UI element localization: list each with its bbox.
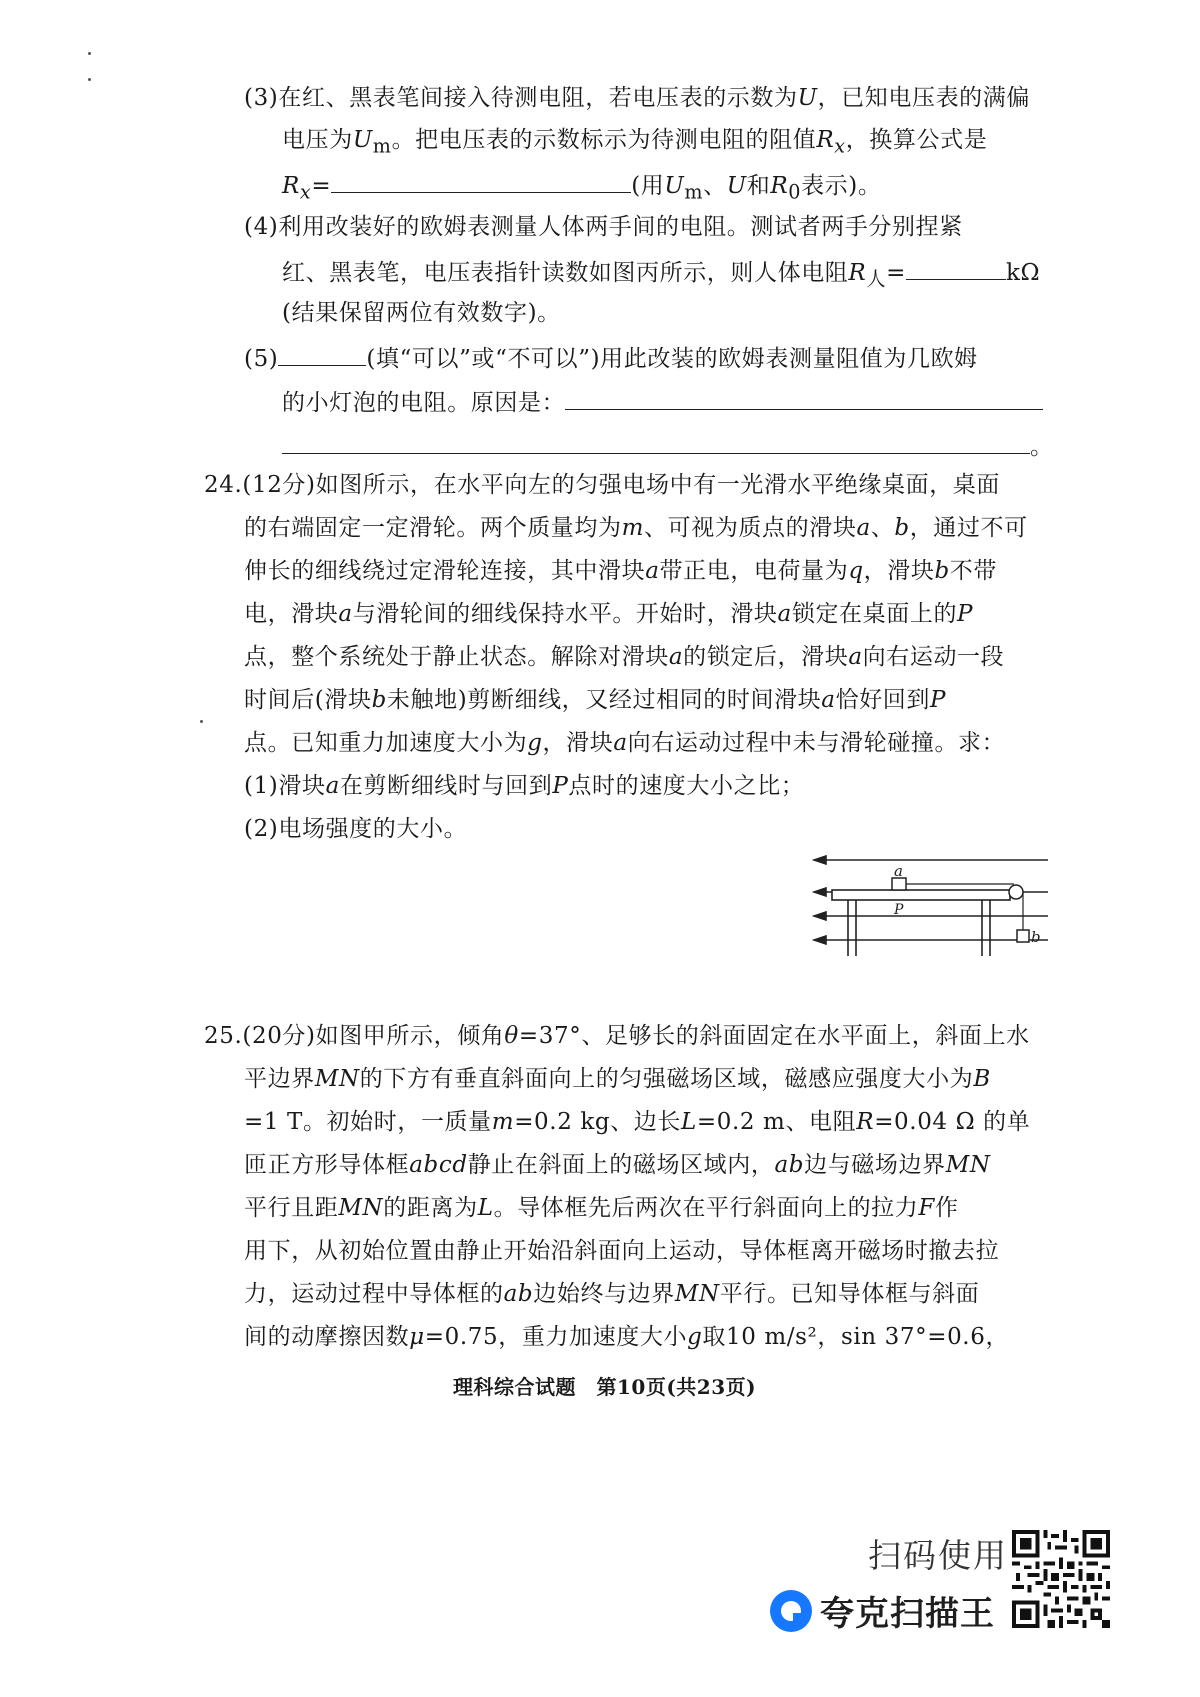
q24-line3: 伸长的细线绕过定滑轮连接，其中滑块a带正电，电荷量为q，滑块b不带 [244,558,997,584]
q23-part5-line3: 。 [282,433,1054,459]
q24-subquestion-2: (2)电场强度的大小。 [244,816,468,842]
q25-line5: 平行且距MN的距离为L。导体框先后两次在平行斜面向上的拉力F作 [244,1195,959,1221]
q23-part3-line1: (3)在红、黑表笔间接入待测电阻，若电压表的示数为U，已知电压表的满偏 [244,85,1030,111]
q23-part5-line2: 的小灯泡的电阻。原因是： [282,389,1043,415]
answer-blank-reason-1[interactable] [565,389,1043,410]
q23-part3-line3: $R_x=$ (用$U_m$、U和$R_0$表示)。 [282,173,882,204]
q23-part5-line1: (5) (填“可以”或“不可以”)用此改装的欧姆表测量阻值为几欧姆 [244,346,978,372]
q25-line2: 平边界MN的下方有垂直斜面向上的匀强磁场区域，磁感应强度大小为B [244,1066,991,1092]
q24-subquestion-1: (1)滑块a在剪断细线时与回到P点时的速度大小之比； [244,773,805,799]
q25-line8: 间的动摩擦因数μ=0.75，重力加速度大小g取10 m/s²，sin 37°=0.6， [244,1324,1010,1350]
q23-part4-line3: (结果保留两位有效数字)。 [282,300,561,326]
q23-part3-line2: 电压为$U_m$。把电压表的示数标示为待测电阻的阻值$R_x$，换算公式是 [282,127,988,158]
q25-line6: 用下，从初始位置由静止开始沿斜面向上运动，导体框离开磁场时撤去拉 [244,1238,1000,1264]
brand-block[interactable] [768,1586,995,1635]
q24-line2: 的右端固定一定滑轮。两个质量均为m、可视为质点的滑块a、b，通过不可 [244,515,1028,541]
slider-b [1017,930,1029,942]
q25-line4: 匝正方形导体框abcd静止在斜面上的磁场区域内，ab边与磁场边界MN [244,1152,991,1178]
pulley [1009,885,1023,899]
q25-line3: =1 T。初始时，一质量m=0.2 kg、边长L=0.2 m、电阻R=0.04 Ω 的单 [244,1109,1031,1135]
qr-code-icon[interactable] [1012,1530,1110,1628]
brand-name: 夸克扫描王 [820,1594,995,1634]
page-footer: 理科综合试题 第10页(共23页) [453,1375,757,1399]
answer-blank-can-or-cannot[interactable] [278,345,366,366]
margin-mark [88,52,91,55]
figure-label-a: a [894,862,903,880]
q24-line7: 点。已知重力加速度大小为g，滑块a向右运动过程中未与滑轮碰撞。求： [244,730,1006,756]
q24-line4: 电，滑块a与滑轮间的细线保持水平。开始时，滑块a锁定在桌面上的P [244,601,974,627]
figure-label-P: P [894,902,904,918]
q24-line6: 时间后(滑块b未触地)剪断细线，又经过相同的时间滑块a恰好回到P [244,687,947,713]
insulating-table [832,890,1010,956]
q25-line1: 25.(20分)如图甲所示，倾角θ=37°、足够长的斜面固定在水平面上，斜面上水 [204,1023,1030,1049]
answer-blank-reason-2[interactable] [282,433,1030,454]
scan-prompt: 扫码使用 [868,1536,1008,1575]
margin-mark [200,720,203,723]
q24-line5: 点，整个系统处于静止状态。解除对滑块a的锁定后，滑块a向右运动一段 [244,644,1005,670]
q24-figure-field-table-pulley [812,850,1052,960]
answer-blank-rx[interactable] [331,172,631,193]
q24-line1: 24.(12分)如图所示，在水平向左的匀强电场中有一光滑水平绝缘桌面，桌面 [204,472,1001,498]
answer-blank-resistance[interactable] [906,259,1006,280]
q23-part4-line1: (4)利用改装好的欧姆表测量人体两手间的电阻。测试者两手分别捏紧 [244,214,963,240]
quark-logo-icon [768,1588,814,1634]
margin-mark [88,78,91,81]
q23-part4-line2: 红、黑表笔，电压表指针读数如图丙所示，则人体电阻$R_人= k\Omega$ [282,260,1041,291]
figure-label-b: b [1031,928,1041,946]
q25-line7: 力，运动过程中导体框的ab边始终与边界MN平行。已知导体框与斜面 [244,1281,980,1307]
